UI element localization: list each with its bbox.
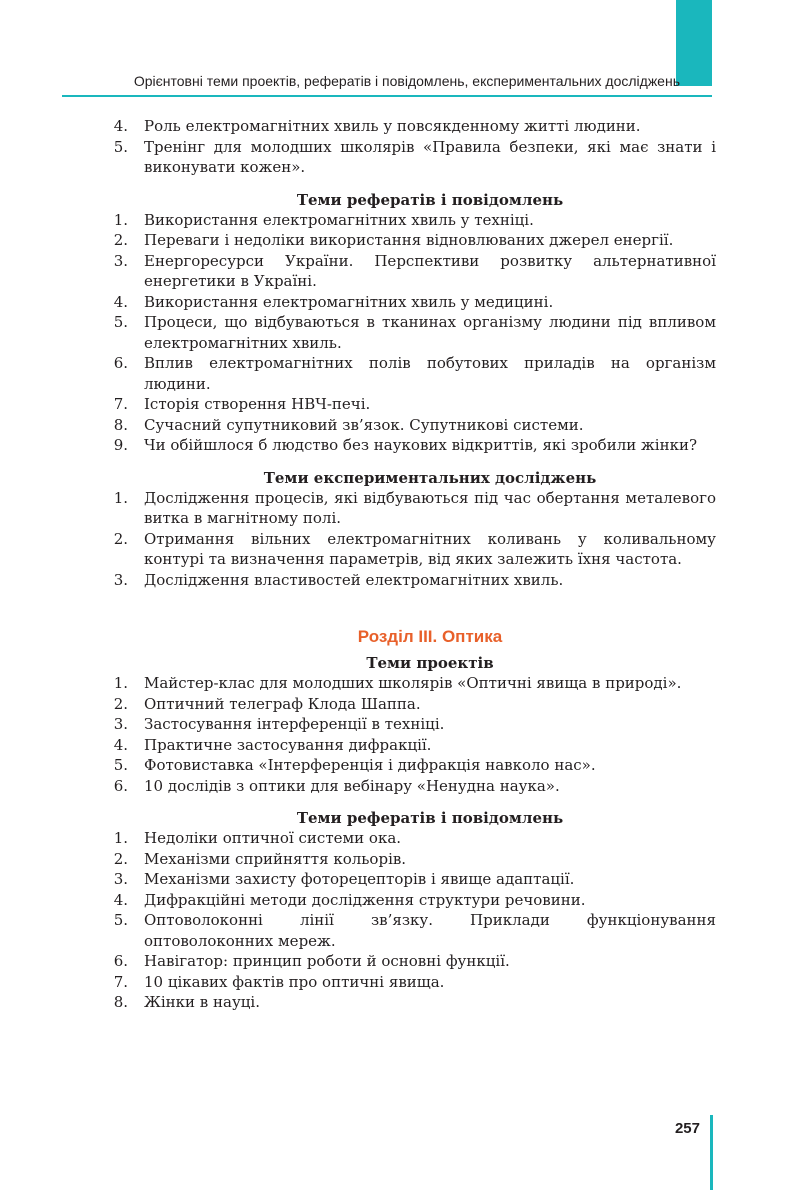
list-item xyxy=(108,869,716,890)
list-item xyxy=(108,849,716,870)
list-item-number: 6. xyxy=(113,354,128,372)
list-item-number: 2. xyxy=(113,231,128,249)
list-item-text: Використання електромагнітних хвиль у техніці. xyxy=(144,210,534,229)
list-item-text: Енергоресурси України. Перспективи розвитку альтернативної енергетики в Україні. xyxy=(144,251,716,290)
list-item xyxy=(108,394,716,415)
header-divider xyxy=(62,95,712,97)
list-item-number: 4. xyxy=(113,292,128,311)
list-item xyxy=(108,755,716,776)
list-item xyxy=(108,910,716,951)
list-item xyxy=(108,776,716,797)
list-item-number: 5. xyxy=(113,137,128,156)
list-item-text: Переваги і недоліки використання відновлюваних джерел енергії. xyxy=(144,231,674,249)
page-number: 257 xyxy=(674,1120,700,1137)
list-item xyxy=(108,312,716,353)
intro-list xyxy=(108,116,716,178)
list-item-text: Фотовиставка «Інтерференція і дифракція навколо нас». xyxy=(144,756,596,774)
list-item-text: Оптоволоконні лінії зв’язку. Приклади функціонування оптоволоконних мереж. xyxy=(144,911,716,950)
optics-reports-list xyxy=(108,828,716,1013)
list-item-number: 4. xyxy=(113,890,128,909)
list-item-number: 1. xyxy=(113,210,128,229)
list-item-number: 7. xyxy=(113,972,128,991)
list-item xyxy=(108,488,716,529)
page-content xyxy=(108,116,716,1013)
list-item xyxy=(108,435,716,456)
list-item xyxy=(108,415,716,436)
list-item-number: 6. xyxy=(113,776,128,795)
list-item xyxy=(108,992,716,1013)
list-item-number: 3. xyxy=(113,715,128,733)
list-item xyxy=(108,230,716,251)
list-item xyxy=(108,251,716,292)
reports-list xyxy=(108,210,716,456)
list-item-text: 10 цікавих фактів про оптичні явища. xyxy=(144,972,445,991)
list-item-text: Практичне застосування дифракції. xyxy=(144,735,432,754)
list-item-text: Механізми захисту фоторецепторів і явище адаптації. xyxy=(144,870,575,888)
list-item-text: Недоліки оптичної системи ока. xyxy=(144,829,402,847)
list-item xyxy=(108,570,716,591)
list-item-number: 2. xyxy=(113,849,128,868)
list-item-text: Чи обійшлося б людство без наукових відкриттів, які зробили жінки? xyxy=(144,436,697,454)
list-item-text: Механізми сприйняття кольорів. xyxy=(144,849,407,868)
list-item-text: Процеси, що відбуваються в тканинах організму людини під впливом електромагнітних хвиль. xyxy=(144,313,716,352)
experiments-list xyxy=(108,488,716,591)
list-item-number: 4. xyxy=(113,735,128,754)
list-item-number: 8. xyxy=(113,993,128,1011)
list-item-text: 10 дослідів з оптики для вебінару «Ненудна наука». xyxy=(144,776,560,795)
list-item-number: 4. xyxy=(113,117,128,135)
section-title-optics: Розділ III. Оптика xyxy=(357,627,503,646)
list-item-number: 9. xyxy=(113,436,128,454)
list-item-text: Використання електромагнітних хвиль у медицині. xyxy=(144,292,554,311)
list-item-text: Вплив електромагнітних полів побутових приладів на організм людини. xyxy=(144,354,716,393)
list-item xyxy=(108,890,716,911)
list-item-text: Жінки в науці. xyxy=(144,993,260,1011)
running-header: Орієнтовні теми проектів, рефератів і повідомлень, експериментальних досліджень xyxy=(133,73,680,89)
list-item-number: 3. xyxy=(113,570,128,589)
projects-heading: Теми проектів xyxy=(366,654,494,672)
reports-heading: Теми рефератів і повідомлень xyxy=(296,190,564,209)
list-item xyxy=(108,116,716,137)
list-item xyxy=(108,951,716,972)
list-item-text: Дифракційні методи дослідження структури речовини. xyxy=(144,890,586,909)
projects-list xyxy=(108,673,716,796)
optics-reports-heading: Теми рефератів і повідомлень xyxy=(296,809,564,827)
list-item-number: 6. xyxy=(113,952,128,970)
list-item-number: 3. xyxy=(113,251,128,270)
list-item xyxy=(108,529,716,570)
list-item xyxy=(108,137,716,178)
list-item xyxy=(108,353,716,394)
list-item xyxy=(108,735,716,756)
list-item-number: 7. xyxy=(113,395,128,413)
list-item-number: 1. xyxy=(113,674,128,692)
list-item-number: 1. xyxy=(113,829,128,847)
header-color-tab xyxy=(676,0,712,86)
list-item-text: Роль електромагнітних хвиль у повсякденному житті людини. xyxy=(144,117,641,135)
list-item-text: Застосування інтерференції в техніці. xyxy=(144,715,445,733)
list-item-number: 8. xyxy=(113,415,128,434)
list-item xyxy=(108,292,716,313)
list-item xyxy=(108,673,716,694)
list-item-text: Дослідження процесів, які відбуваються під час обертання металевого витка в магнітному полі. xyxy=(144,488,716,527)
list-item-text: Оптичний телеграф Клода Шаппа. xyxy=(144,694,421,713)
list-item-text: Дослідження властивостей електромагнітних хвиль. xyxy=(144,570,564,589)
list-item-text: Тренінг для молодших школярів «Правила безпеки, які має знати і виконувати кожен». xyxy=(144,137,716,176)
page-number-rule xyxy=(710,1115,713,1190)
list-item-text: Майстер-клас для молодших школярів «Оптичні явища в природі». xyxy=(144,674,682,692)
list-item xyxy=(108,210,716,231)
list-item xyxy=(108,694,716,715)
list-item-number: 2. xyxy=(113,694,128,713)
list-item-number: 5. xyxy=(113,911,128,929)
list-item xyxy=(108,828,716,849)
experiments-heading: Теми експериментальних досліджень xyxy=(263,468,597,487)
list-item-number: 1. xyxy=(113,488,128,507)
list-item-number: 3. xyxy=(113,870,128,888)
list-item-number: 2. xyxy=(113,529,128,548)
list-item-text: Історія створення НВЧ-печі. xyxy=(144,395,371,413)
list-item xyxy=(108,972,716,993)
list-item-text: Отримання вільних електромагнітних коливань у коливальному контурі та визначення параметрів, від яких залежить їхня частота. xyxy=(144,529,716,568)
list-item-number: 5. xyxy=(113,313,128,331)
list-item-text: Навігатор: принцип роботи й основні функції. xyxy=(144,952,510,970)
list-item-number: 5. xyxy=(113,756,128,774)
list-item xyxy=(108,714,716,735)
list-item-text: Сучасний супутниковий зв’язок. Супутникові системи. xyxy=(144,415,584,434)
